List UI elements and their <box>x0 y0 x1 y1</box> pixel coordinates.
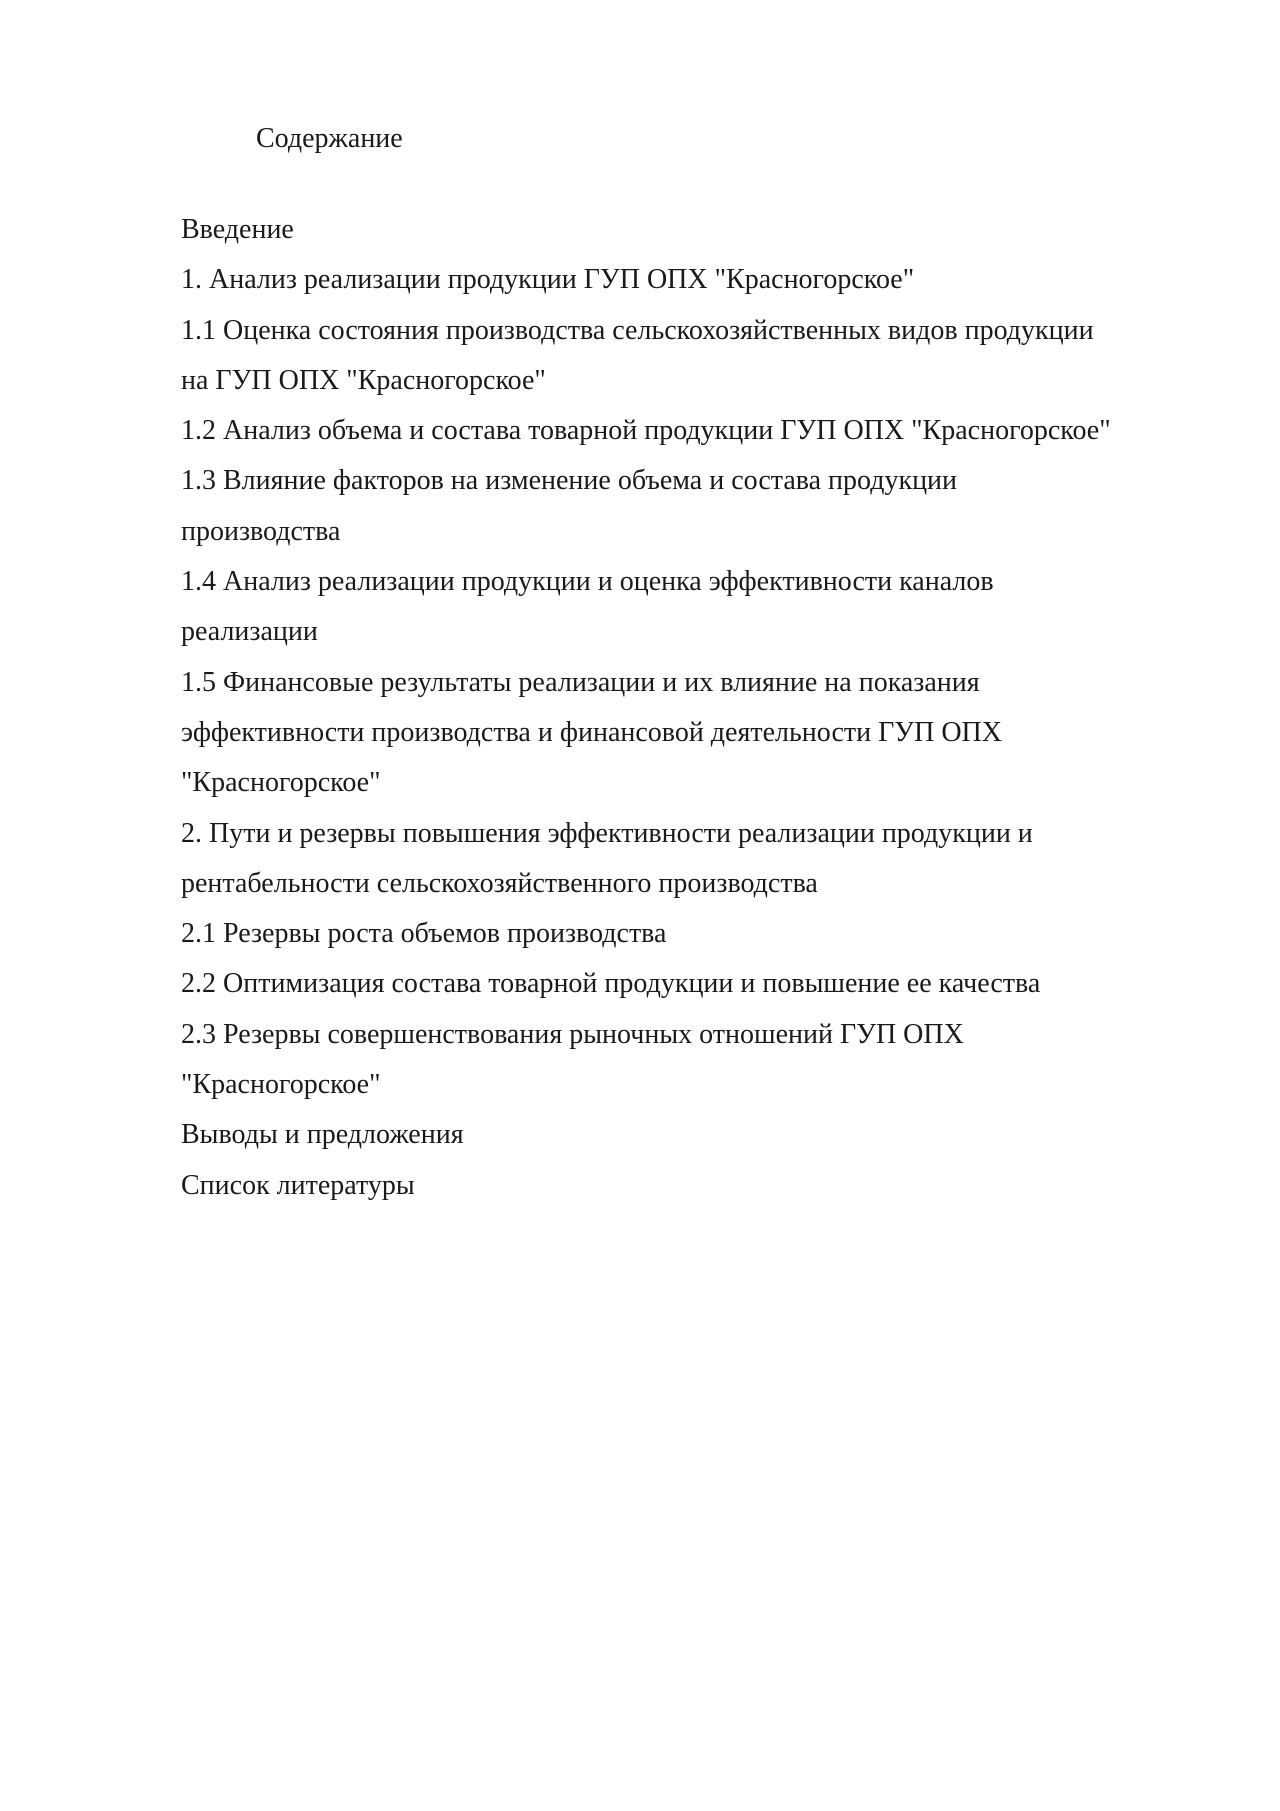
toc-line: 1.3 Влияние факторов на изменение объема и состава продукции <box>181 465 958 497</box>
toc-entry-2 <box>181 813 1191 914</box>
toc-line: 1.2 Анализ объема и состава товарной продукции ГУП ОПХ "Красногорское" <box>181 415 1111 447</box>
toc-line: эффективности производства и финансовой деятельности ГУП ОПХ <box>181 716 1002 748</box>
toc-entry-introduction <box>181 209 1191 259</box>
page-title: Содержание <box>256 123 403 154</box>
toc-entry-2-3 <box>181 1014 1191 1115</box>
toc-line: Выводы и предложения <box>181 1119 464 1151</box>
toc-line: 2.3 Резервы совершенствования рыночных отношений ГУП ОПХ <box>181 1018 964 1050</box>
toc-line: Список литературы <box>181 1169 415 1201</box>
toc-line: "Красногорское" <box>181 1069 381 1101</box>
toc-line: 2.1 Резервы роста объемов производства <box>181 918 667 950</box>
table-of-contents <box>181 209 1191 1215</box>
toc-entry-1-2 <box>181 410 1191 460</box>
toc-entry-conclusions <box>181 1114 1191 1164</box>
toc-line: 1. Анализ реализации продукции ГУП ОПХ "Красногорское" <box>181 264 915 296</box>
toc-line: 2.2 Оптимизация состава товарной продукции и повышение ее качества <box>181 968 1041 1000</box>
toc-line: 2. Пути и резервы повышения эффективности реализации продукции и <box>181 817 1033 849</box>
toc-line: "Красногорское" <box>181 767 381 799</box>
toc-line: Введение <box>181 214 294 245</box>
toc-entry-1-5 <box>181 662 1191 813</box>
toc-entry-1-1 <box>181 310 1191 411</box>
toc-line: реализации <box>181 616 318 648</box>
toc-line: 1.1 Оценка состояния производства сельскохозяйственных видов продукции <box>181 314 1094 346</box>
toc-entry-references <box>181 1165 1191 1215</box>
toc-entry-2-2 <box>181 963 1191 1013</box>
toc-entry-2-1 <box>181 913 1191 963</box>
toc-line: производства <box>181 515 341 547</box>
toc-line: 1.4 Анализ реализации продукции и оценка эффективности каналов <box>181 566 994 598</box>
toc-line: 1.5 Финансовые результаты реализации и их влияние на показания <box>181 666 980 698</box>
toc-line: на ГУП ОПХ "Красногорское" <box>181 364 546 396</box>
toc-entry-1-4 <box>181 561 1191 662</box>
toc-entry-1-3 <box>181 460 1191 561</box>
toc-entry-1 <box>181 259 1191 309</box>
toc-line: рентабельности сельскохозяйственного производства <box>181 867 818 899</box>
